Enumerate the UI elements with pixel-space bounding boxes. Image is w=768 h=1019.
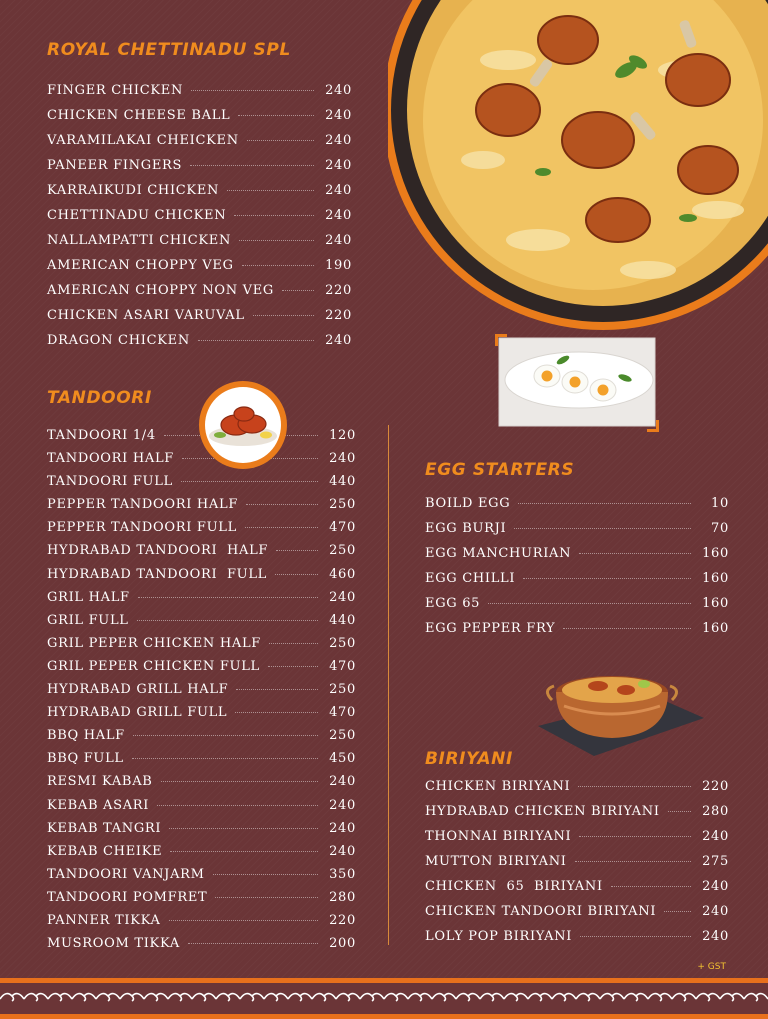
menu-item-row (47, 158, 352, 183)
dot-leader (137, 620, 318, 621)
dot-leader (523, 578, 691, 579)
dot-leader (238, 115, 314, 116)
menu-item-price: 440 (329, 612, 356, 628)
menu-item-row (47, 590, 356, 613)
menu-item-row (47, 333, 352, 358)
dot-leader (514, 528, 691, 529)
menu-item-price: 470 (329, 658, 356, 674)
menu-item-price: 240 (325, 158, 352, 173)
menu-item-price: 220 (325, 283, 352, 298)
menu-item-price: 250 (329, 682, 356, 698)
menu-item-name: PANEER FINGERS (47, 158, 183, 173)
dot-leader (276, 550, 318, 551)
menu-item-row (47, 183, 352, 208)
menu-item-price: 250 (329, 635, 356, 651)
dot-leader (169, 828, 318, 829)
menu-item-name: CHICKEN CHEESE BALL (47, 108, 231, 123)
dot-leader (518, 503, 691, 504)
bottom-orange-stripe (0, 1014, 768, 1019)
menu-item-row (47, 774, 356, 797)
dot-leader (235, 712, 318, 713)
menu-item-row (47, 913, 356, 936)
menu-item-name: RESMI KABAB (47, 774, 153, 790)
menu-item-row (425, 621, 729, 646)
menu-item-name: MUSROOM TIKKA (47, 936, 180, 952)
dot-leader (268, 666, 318, 667)
menu-item-price: 275 (702, 854, 729, 869)
menu-item-price: 240 (702, 879, 729, 894)
dot-leader (664, 911, 691, 912)
menu-item-row (47, 543, 356, 566)
menu-item-price: 240 (329, 589, 356, 605)
biriyani-bowl-image (388, 0, 768, 330)
biriyani-title: BIRIYANI (425, 749, 513, 769)
menu-item-name: KEBAB TANGRI (47, 820, 162, 836)
menu-item-row (425, 496, 729, 521)
menu-item-row (47, 233, 352, 258)
menu-item-row (47, 844, 356, 867)
menu-item-row (47, 208, 352, 233)
menu-item-row (47, 821, 356, 844)
menu-item-row (47, 613, 356, 636)
menu-item-row (47, 728, 356, 751)
wave-pattern (0, 989, 768, 1003)
menu-item-row (425, 779, 729, 804)
menu-item-name: TANDOORI POMFRET (47, 889, 208, 905)
menu-item-name: EGG CHILLI (425, 571, 516, 586)
dot-leader (157, 805, 318, 806)
dot-leader (181, 481, 318, 482)
menu-item-name: EGG MANCHURIAN (425, 546, 572, 561)
menu-item-row (47, 133, 352, 158)
menu-item-price: 240 (329, 820, 356, 836)
menu-item-price: 220 (702, 779, 729, 794)
menu-item-price: 240 (325, 208, 352, 223)
dot-leader (191, 90, 314, 91)
menu-item-name: EGG 65 (425, 596, 481, 611)
dot-leader (563, 628, 691, 629)
menu-item-row (47, 567, 356, 590)
menu-item-name: CHICKEN 65 BIRIYANI (425, 879, 603, 894)
menu-item-price: 350 (329, 866, 356, 882)
dot-leader (170, 851, 318, 852)
menu-item-price: 240 (329, 774, 356, 790)
menu-item-price: 240 (325, 333, 352, 348)
menu-item-row (47, 682, 356, 705)
menu-item-price: 440 (329, 474, 356, 490)
menu-item-name: EGG BURJI (425, 521, 507, 536)
menu-item-row (425, 571, 729, 596)
menu-item-name: TANDOORI 1/4 (47, 428, 156, 443)
menu-item-row (47, 308, 352, 333)
menu-item-price: 200 (329, 936, 356, 952)
dot-leader (246, 504, 318, 505)
menu-item-name: THONNAI BIRIYANI (425, 829, 572, 844)
menu-item-price: 240 (702, 904, 729, 919)
menu-item-name: GRIL PEPER CHICKEN FULL (47, 658, 260, 674)
menu-item-row (47, 283, 352, 308)
dot-leader (579, 553, 691, 554)
menu-item-price: 160 (702, 621, 729, 636)
biriyani-list (425, 779, 729, 954)
royal-chettinadu-title: ROYAL CHETTINADU SPL (47, 40, 291, 60)
menu-item-row (47, 474, 356, 497)
menu-item-row (425, 904, 729, 929)
menu-item-row (47, 890, 356, 913)
menu-item-name: GRIL FULL (47, 612, 129, 628)
menu-item-price: 160 (702, 546, 729, 561)
dot-leader (132, 758, 318, 759)
menu-item-row (425, 854, 729, 879)
menu-item-name: CHICKEN BIRIYANI (425, 779, 571, 794)
menu-item-name: GRIL HALF (47, 589, 130, 605)
column-divider (388, 425, 389, 945)
menu-item-price: 190 (325, 258, 352, 273)
menu-item-row (47, 83, 352, 108)
dot-leader (668, 811, 691, 812)
menu-item-price: 250 (329, 543, 356, 559)
menu-item-name: GRIL PEPER CHICKEN HALF (47, 635, 262, 651)
menu-item-name: EGG PEPPER FRY (425, 621, 556, 636)
gst-note: + GST (697, 962, 726, 972)
dot-leader (133, 735, 318, 736)
menu-item-name: TANDOORI HALF (47, 451, 174, 467)
menu-item-price: 10 (711, 496, 729, 511)
menu-item-name: BBQ FULL (47, 751, 124, 767)
menu-item-name: LOLY POP BIRIYANI (425, 929, 573, 944)
menu-item-price: 460 (329, 566, 356, 582)
menu-item-row (425, 829, 729, 854)
bottom-border-band (0, 978, 768, 1019)
dot-leader (580, 936, 691, 937)
menu-item-name: FINGER CHICKEN (47, 83, 184, 98)
menu-item-price: 220 (325, 308, 352, 323)
menu-item-name: HYDRABAD TANDOORI HALF (47, 543, 269, 559)
menu-item-row (47, 108, 352, 133)
menu-item-name: HYDRABAD TANDOORI FULL (47, 566, 268, 582)
menu-item-price: 240 (325, 133, 352, 148)
menu-item-name: BBQ HALF (47, 728, 125, 744)
menu-item-price: 240 (329, 451, 356, 467)
menu-item-name: BOILD EGG (425, 496, 511, 511)
menu-item-price: 240 (702, 929, 729, 944)
menu-item-name: AMERICAN CHOPPY VEG (47, 258, 234, 273)
menu-item-price: 240 (325, 233, 352, 248)
menu-item-price: 250 (329, 497, 356, 513)
menu-item-name: KARRAIKUDI CHICKEN (47, 183, 220, 198)
menu-item-price: 240 (325, 183, 352, 198)
tandoori-chicken-image (198, 380, 288, 470)
menu-item-name: KEBAB CHEIKE (47, 843, 163, 859)
menu-item-row (47, 798, 356, 821)
menu-item-row (47, 705, 356, 728)
menu-item-row (425, 804, 729, 829)
menu-item-row (47, 936, 356, 959)
menu-item-name: NALLAMPATTI CHICKEN (47, 233, 232, 248)
menu-item-name: CHICKEN ASARI VARUVAL (47, 308, 245, 323)
dot-leader (169, 920, 318, 921)
dot-leader (579, 836, 691, 837)
egg-starters-list (425, 496, 729, 646)
dot-leader (269, 643, 318, 644)
menu-item-price: 250 (329, 728, 356, 744)
dot-leader (213, 874, 318, 875)
biriyani-handi-image (534, 656, 706, 760)
menu-item-price: 240 (325, 83, 352, 98)
menu-item-row (47, 520, 356, 543)
top-orange-stripe (0, 978, 768, 983)
menu-item-name: DRAGON CHICKEN (47, 333, 190, 348)
dot-leader (188, 943, 318, 944)
menu-item-row (47, 258, 352, 283)
menu-item-name: HYDRABAD GRILL HALF (47, 682, 229, 698)
menu-item-price: 220 (329, 912, 356, 928)
menu-item-price: 280 (702, 804, 729, 819)
menu-item-name: VARAMILAKAI CHEICKEN (47, 133, 239, 148)
menu-item-price: 120 (329, 428, 356, 443)
menu-item-price: 240 (329, 797, 356, 813)
menu-item-price: 70 (711, 521, 729, 536)
menu-item-price: 160 (702, 571, 729, 586)
menu-item-name: KEBAB ASARI (47, 797, 150, 813)
menu-item-name: TANDOORI FULL (47, 474, 173, 490)
menu-item-name: HYDRABAD CHICKEN BIRIYANI (425, 804, 660, 819)
menu-item-name: CHICKEN TANDOORI BIRIYANI (425, 904, 657, 919)
dot-leader (190, 165, 314, 166)
dot-leader (611, 886, 691, 887)
menu-item-price: 160 (702, 596, 729, 611)
menu-item-row (425, 596, 729, 621)
dot-leader (245, 527, 318, 528)
menu-item-name: CHETTINADU CHICKEN (47, 208, 227, 223)
menu-item-name: MUTTON BIRIYANI (425, 854, 567, 869)
dot-leader (239, 240, 314, 241)
dot-leader (253, 315, 314, 316)
egg-starters-title: EGG STARTERS (425, 460, 575, 480)
royal-chettinadu-list (47, 83, 352, 358)
menu-item-name: HYDRABAD GRILL FULL (47, 705, 228, 721)
dot-leader (198, 340, 314, 341)
menu-item-name: TANDOORI VANJARM (47, 866, 205, 882)
menu-item-row (425, 879, 729, 904)
menu-item-row (47, 867, 356, 890)
menu-item-name: AMERICAN CHOPPY NON VEG (47, 283, 275, 298)
dot-leader (575, 861, 691, 862)
dot-leader (227, 190, 314, 191)
dot-leader (236, 689, 318, 690)
menu-item-price: 240 (329, 843, 356, 859)
dot-leader (275, 574, 318, 575)
menu-item-price: 470 (329, 520, 356, 536)
menu-item-name: PANNER TIKKA (47, 912, 161, 928)
tandoori-title: TANDOORI (47, 388, 152, 408)
dot-leader (578, 786, 691, 787)
menu-item-price: 240 (325, 108, 352, 123)
menu-item-name: PEPPER TANDOORI HALF (47, 497, 239, 513)
tandoori-list (47, 428, 356, 959)
menu-item-row (47, 636, 356, 659)
menu-item-price: 450 (329, 751, 356, 767)
dot-leader (242, 265, 314, 266)
menu-item-price: 240 (702, 829, 729, 844)
dot-leader (234, 215, 314, 216)
menu-item-price: 470 (329, 705, 356, 721)
menu-item-row (425, 546, 729, 571)
dot-leader (488, 603, 691, 604)
dot-leader (282, 290, 314, 291)
menu-item-price: 280 (329, 889, 356, 905)
menu-item-row (425, 929, 729, 954)
dot-leader (161, 781, 318, 782)
menu-item-row (47, 659, 356, 682)
menu-item-row (47, 497, 356, 520)
dot-leader (138, 597, 318, 598)
dot-leader (215, 897, 318, 898)
boiled-egg-plate-image (493, 334, 661, 432)
menu-item-name: PEPPER TANDOORI FULL (47, 520, 237, 536)
menu-item-row (425, 521, 729, 546)
menu-item-row (47, 751, 356, 774)
dot-leader (247, 140, 314, 141)
